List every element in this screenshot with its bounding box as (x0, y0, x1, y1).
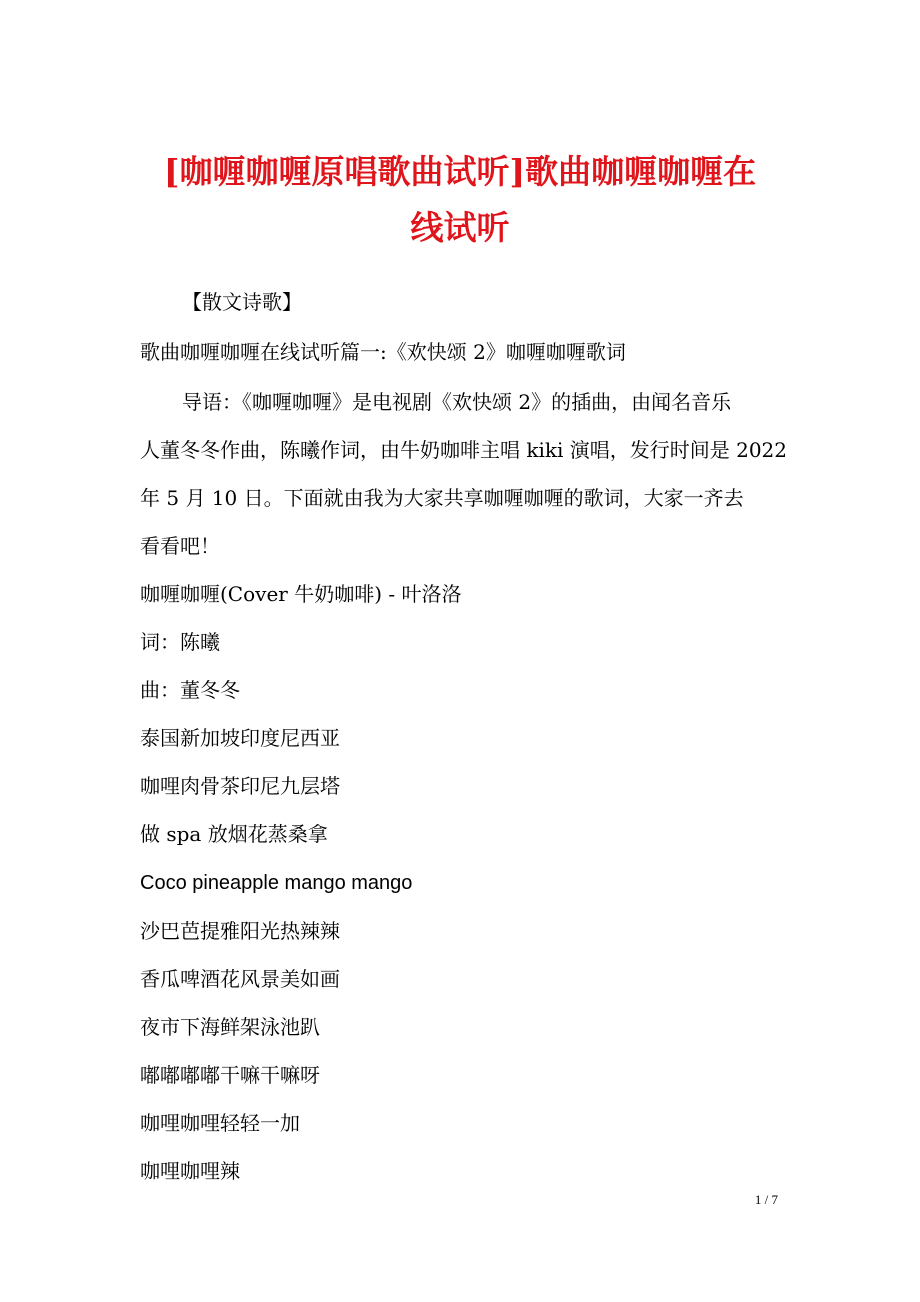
subheading: 歌曲咖喱咖喱在线试听篇一:《欢快颂 2》咖喱咖喱歌词 (140, 340, 626, 364)
intro-line: 导语：《咖喱咖喱》是电视剧《欢快颂 2》的插曲，由闻名音乐 (182, 390, 732, 414)
lyric-line: 词：陈曦 (140, 630, 220, 654)
intro-line: 年 5 月 10 日。下面就由我为大家共享咖喱咖喱的歌词，大家一齐去 (140, 486, 744, 510)
lyric-line: 香瓜啤酒花风景美如画 (140, 967, 340, 991)
lyric-line: 咖哩肉骨茶印尼九层塔 (140, 774, 340, 798)
lyric-line: 曲：董冬冬 (140, 678, 240, 702)
lyric-line: 泰国新加坡印度尼西亚 (140, 726, 340, 750)
page-number: 1 / 7 (754, 1192, 778, 1207)
lyric-line: 嘟嘟嘟嘟干嘛干嘛呀 (140, 1063, 320, 1087)
lyric-line: 做 spa 放烟花蒸桑拿 (140, 822, 328, 846)
document-title-line-1: [咖喱咖喱原唱歌曲试听]歌曲咖喱咖喱在 (163, 152, 757, 191)
lyric-line: 咖哩咖哩轻轻一加 (140, 1111, 300, 1135)
lyric-line: Coco pineapple mango mango (140, 872, 413, 894)
lyric-line: 咖喱咖喱(Cover 牛奶咖啡) - 叶洛洛 (140, 582, 462, 606)
lyric-line: 沙巴芭提雅阳光热辣辣 (140, 919, 340, 943)
document-title-line-2: 线试听 (410, 208, 510, 247)
intro-line: 看看吧！ (140, 534, 220, 558)
category-label: 【散文诗歌】 (182, 290, 302, 314)
lyric-line: 咖哩咖哩辣 (140, 1159, 240, 1183)
lyric-line: 夜市下海鲜架泳池趴 (140, 1015, 320, 1039)
intro-line: 人董冬冬作曲，陈曦作词，由牛奶咖啡主唱 kiki 演唱，发行时间是 2022 (140, 438, 788, 462)
